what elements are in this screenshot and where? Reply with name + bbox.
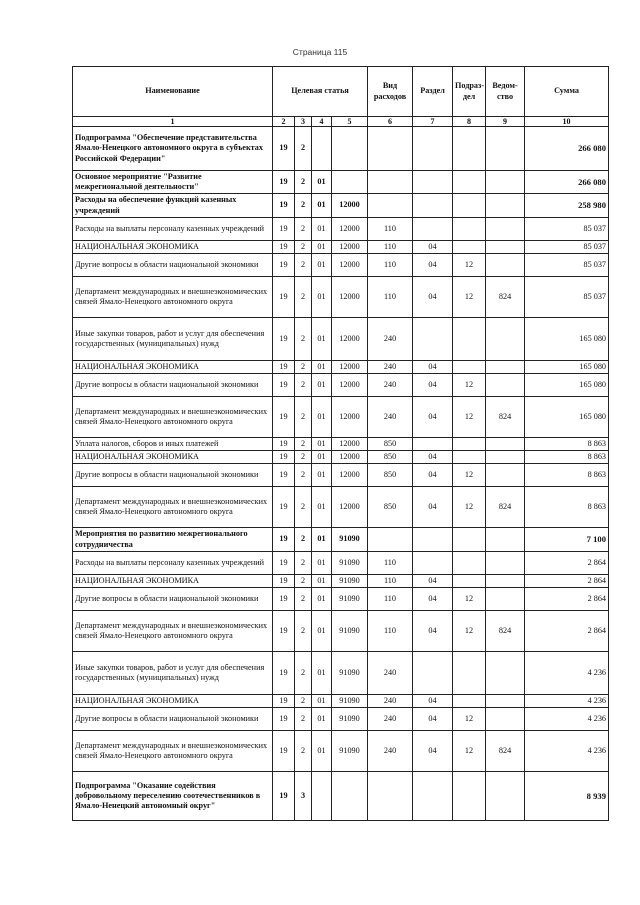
row-name: Другие вопросы в области национальной экономики xyxy=(73,708,273,731)
target-article-part-2: 2 xyxy=(295,464,312,487)
table-row xyxy=(73,374,609,397)
row-name: Департамент международных и внешнеэкономических связей Ямало-Ненецкого автономного округа xyxy=(73,487,273,528)
row-name: Подпрограмма "Оказание содействия добровольному переселению соотечественников в Ямало-Ненецкий автономный округ" xyxy=(73,772,273,821)
row-sum: 266 080 xyxy=(525,127,609,171)
row-name: НАЦИОНАЛЬНАЯ ЭКОНОМИКА xyxy=(73,451,273,464)
department-code xyxy=(486,528,525,552)
column-number: 5 xyxy=(332,117,368,127)
target-article-part-2: 2 xyxy=(295,374,312,397)
table-row xyxy=(73,611,609,652)
table-row xyxy=(73,487,609,528)
subsection-code: 12 xyxy=(453,588,486,611)
department-code xyxy=(486,374,525,397)
row-name: Другие вопросы в области национальной экономики xyxy=(73,254,273,277)
column-number: 3 xyxy=(295,117,312,127)
column-number: 10 xyxy=(525,117,609,127)
section-code: 04 xyxy=(413,277,453,318)
target-article-part-3: 01 xyxy=(312,588,332,611)
row-sum: 266 080 xyxy=(525,171,609,194)
target-article-part-1: 19 xyxy=(273,588,295,611)
target-article-part-1: 19 xyxy=(273,708,295,731)
table-row xyxy=(73,218,609,241)
subsection-code: 12 xyxy=(453,397,486,438)
row-name: НАЦИОНАЛЬНАЯ ЭКОНОМИКА xyxy=(73,575,273,588)
section-code xyxy=(413,772,453,821)
row-sum: 2 864 xyxy=(525,611,609,652)
table-row xyxy=(73,731,609,772)
table-row xyxy=(73,241,609,254)
column-number: 7 xyxy=(413,117,453,127)
target-article-part-2: 2 xyxy=(295,241,312,254)
column-number: 9 xyxy=(486,117,525,127)
row-sum: 4 236 xyxy=(525,652,609,695)
section-code: 04 xyxy=(413,731,453,772)
expense-type-code xyxy=(368,127,413,171)
row-name: НАЦИОНАЛЬНАЯ ЭКОНОМИКА xyxy=(73,241,273,254)
subsection-code xyxy=(453,528,486,552)
subsection-code xyxy=(453,451,486,464)
target-article-part-2: 2 xyxy=(295,171,312,194)
table-row xyxy=(73,397,609,438)
target-article-part-3: 01 xyxy=(312,277,332,318)
subsection-code xyxy=(453,361,486,374)
section-code xyxy=(413,552,453,575)
row-sum: 4 236 xyxy=(525,731,609,772)
target-article-part-1: 19 xyxy=(273,652,295,695)
section-code xyxy=(413,652,453,695)
target-article-part-2: 2 xyxy=(295,127,312,171)
table-row xyxy=(73,127,609,171)
department-code xyxy=(486,772,525,821)
target-article-part-3: 01 xyxy=(312,487,332,528)
expense-type-code: 110 xyxy=(368,218,413,241)
target-article-part-2: 3 xyxy=(295,772,312,821)
target-article-part-3: 01 xyxy=(312,397,332,438)
department-code xyxy=(486,218,525,241)
subsection-code: 12 xyxy=(453,487,486,528)
row-sum: 85 037 xyxy=(525,277,609,318)
table-row xyxy=(73,464,609,487)
row-name: Департамент международных и внешнеэкономических связей Ямало-Ненецкого автономного округа xyxy=(73,277,273,318)
target-article-part-3: 01 xyxy=(312,552,332,575)
row-sum: 165 080 xyxy=(525,397,609,438)
target-article-part-3: 01 xyxy=(312,652,332,695)
subsection-code xyxy=(453,127,486,171)
expense-type-code: 110 xyxy=(368,588,413,611)
target-article-part-2: 2 xyxy=(295,575,312,588)
target-article-part-3: 01 xyxy=(312,361,332,374)
header-sum: Сумма xyxy=(525,67,609,117)
department-code xyxy=(486,171,525,194)
target-article-code: 12000 xyxy=(332,254,368,277)
row-name: Подпрограмма "Обеспечение представительства Ямало-Ненецкого автономного округа в субъектах Российской Федерации" xyxy=(73,127,273,171)
row-name: Основное мероприятие "Развитие межрегиональной деятельности" xyxy=(73,171,273,194)
table-row xyxy=(73,254,609,277)
target-article-part-3: 01 xyxy=(312,254,332,277)
expense-type-code: 240 xyxy=(368,695,413,708)
target-article-code: 91090 xyxy=(332,652,368,695)
subsection-code: 12 xyxy=(453,731,486,772)
target-article-part-1: 19 xyxy=(273,127,295,171)
section-code: 04 xyxy=(413,361,453,374)
target-article-part-1: 19 xyxy=(273,318,295,361)
row-sum: 2 864 xyxy=(525,588,609,611)
row-sum: 85 037 xyxy=(525,254,609,277)
target-article-code: 12000 xyxy=(332,277,368,318)
row-sum: 85 037 xyxy=(525,218,609,241)
table-body xyxy=(73,127,609,821)
target-article-part-1: 19 xyxy=(273,194,295,218)
target-article-part-3: 01 xyxy=(312,611,332,652)
row-sum: 4 236 xyxy=(525,708,609,731)
subsection-code xyxy=(453,772,486,821)
target-article-part-1: 19 xyxy=(273,397,295,438)
target-article-part-2: 2 xyxy=(295,318,312,361)
section-code xyxy=(413,194,453,218)
header-subsection: Подраз-дел xyxy=(453,67,486,117)
target-article-part-2: 2 xyxy=(295,611,312,652)
header-department: Ведом-ство xyxy=(486,67,525,117)
table-row xyxy=(73,575,609,588)
expense-type-code: 110 xyxy=(368,241,413,254)
target-article-part-1: 19 xyxy=(273,218,295,241)
table-row xyxy=(73,708,609,731)
target-article-code: 12000 xyxy=(332,361,368,374)
target-article-code: 91090 xyxy=(332,708,368,731)
target-article-part-1: 19 xyxy=(273,374,295,397)
table-row xyxy=(73,695,609,708)
table-row xyxy=(73,552,609,575)
target-article-part-2: 2 xyxy=(295,652,312,695)
expense-type-code: 240 xyxy=(368,361,413,374)
department-code: 824 xyxy=(486,611,525,652)
subsection-code xyxy=(453,194,486,218)
table-row xyxy=(73,652,609,695)
section-code: 04 xyxy=(413,708,453,731)
column-number: 1 xyxy=(73,117,273,127)
expense-type-code: 240 xyxy=(368,374,413,397)
target-article-part-1: 19 xyxy=(273,254,295,277)
row-name: Департамент международных и внешнеэкономических связей Ямало-Ненецкого автономного округа xyxy=(73,731,273,772)
target-article-part-1: 19 xyxy=(273,731,295,772)
header-section: Раздел xyxy=(413,67,453,117)
target-article-code: 12000 xyxy=(332,464,368,487)
target-article-part-3: 01 xyxy=(312,194,332,218)
row-name: Иные закупки товаров, работ и услуг для обеспечения государственных (муниципальных) нужд xyxy=(73,652,273,695)
column-number: 2 xyxy=(273,117,295,127)
target-article-part-2: 2 xyxy=(295,708,312,731)
department-code xyxy=(486,464,525,487)
header-expense-type: Вид расходов xyxy=(368,67,413,117)
target-article-part-3: 01 xyxy=(312,731,332,772)
section-code: 04 xyxy=(413,241,453,254)
section-code: 04 xyxy=(413,254,453,277)
row-name: Другие вопросы в области национальной экономики xyxy=(73,588,273,611)
department-code xyxy=(486,588,525,611)
section-code: 04 xyxy=(413,611,453,652)
subsection-code xyxy=(453,318,486,361)
row-sum: 165 080 xyxy=(525,374,609,397)
target-article-part-1: 19 xyxy=(273,611,295,652)
target-article-part-2: 2 xyxy=(295,194,312,218)
department-code xyxy=(486,451,525,464)
department-code xyxy=(486,127,525,171)
table-row xyxy=(73,451,609,464)
target-article-code: 91090 xyxy=(332,528,368,552)
section-code xyxy=(413,171,453,194)
table-row xyxy=(73,361,609,374)
row-sum: 2 864 xyxy=(525,575,609,588)
budget-table xyxy=(72,66,609,821)
subsection-code xyxy=(453,171,486,194)
target-article-code: 12000 xyxy=(332,374,368,397)
section-code: 04 xyxy=(413,451,453,464)
expense-type-code: 850 xyxy=(368,438,413,451)
target-article-part-1: 19 xyxy=(273,171,295,194)
row-sum: 8 863 xyxy=(525,438,609,451)
department-code xyxy=(486,552,525,575)
target-article-part-3 xyxy=(312,772,332,821)
section-code: 04 xyxy=(413,464,453,487)
target-article-part-2: 2 xyxy=(295,438,312,451)
department-code: 824 xyxy=(486,487,525,528)
subsection-code: 12 xyxy=(453,708,486,731)
target-article-part-2: 2 xyxy=(295,277,312,318)
target-article-part-3: 01 xyxy=(312,218,332,241)
target-article-code: 12000 xyxy=(332,318,368,361)
target-article-part-3: 01 xyxy=(312,528,332,552)
target-article-part-3: 01 xyxy=(312,708,332,731)
row-name: Расходы на выплаты персоналу казенных учреждений xyxy=(73,218,273,241)
row-sum: 258 980 xyxy=(525,194,609,218)
target-article-part-2: 2 xyxy=(295,588,312,611)
target-article-part-2: 2 xyxy=(295,451,312,464)
department-code xyxy=(486,652,525,695)
row-sum: 7 100 xyxy=(525,528,609,552)
expense-type-code: 240 xyxy=(368,708,413,731)
target-article-part-2: 2 xyxy=(295,487,312,528)
section-code: 04 xyxy=(413,397,453,438)
row-sum: 165 080 xyxy=(525,361,609,374)
subsection-code: 12 xyxy=(453,254,486,277)
row-sum: 4 236 xyxy=(525,695,609,708)
table-header-row xyxy=(73,67,609,117)
target-article-part-3: 01 xyxy=(312,451,332,464)
subsection-code xyxy=(453,695,486,708)
target-article-code: 91090 xyxy=(332,731,368,772)
subsection-code xyxy=(453,241,486,254)
row-name: Расходы на обеспечение функций казенных учреждений xyxy=(73,194,273,218)
department-code xyxy=(486,708,525,731)
target-article-part-1: 19 xyxy=(273,438,295,451)
target-article-part-2: 2 xyxy=(295,731,312,772)
section-code: 04 xyxy=(413,374,453,397)
target-article-part-1: 19 xyxy=(273,451,295,464)
expense-type-code: 110 xyxy=(368,552,413,575)
expense-type-code xyxy=(368,528,413,552)
row-sum: 8 939 xyxy=(525,772,609,821)
department-code xyxy=(486,438,525,451)
department-code: 824 xyxy=(486,731,525,772)
subsection-code: 12 xyxy=(453,277,486,318)
target-article-code: 12000 xyxy=(332,218,368,241)
target-article-part-3: 01 xyxy=(312,695,332,708)
table-row xyxy=(73,171,609,194)
target-article-part-3: 01 xyxy=(312,241,332,254)
row-name: Департамент международных и внешнеэкономических связей Ямало-Ненецкого автономного округа xyxy=(73,611,273,652)
row-name: НАЦИОНАЛЬНАЯ ЭКОНОМИКА xyxy=(73,695,273,708)
target-article-code: 91090 xyxy=(332,611,368,652)
target-article-code: 12000 xyxy=(332,241,368,254)
row-sum: 8 863 xyxy=(525,464,609,487)
table-row xyxy=(73,194,609,218)
expense-type-code: 850 xyxy=(368,464,413,487)
target-article-part-1: 19 xyxy=(273,528,295,552)
subsection-code: 12 xyxy=(453,374,486,397)
target-article-code: 12000 xyxy=(332,194,368,218)
department-code: 824 xyxy=(486,397,525,438)
target-article-part-1: 19 xyxy=(273,241,295,254)
target-article-code: 12000 xyxy=(332,487,368,528)
target-article-part-2: 2 xyxy=(295,528,312,552)
row-name: Другие вопросы в области национальной экономики xyxy=(73,464,273,487)
row-sum: 8 863 xyxy=(525,451,609,464)
row-name: Иные закупки товаров, работ и услуг для обеспечения государственных (муниципальных) нужд xyxy=(73,318,273,361)
target-article-part-1: 19 xyxy=(273,487,295,528)
subsection-code xyxy=(453,218,486,241)
section-code: 04 xyxy=(413,695,453,708)
table-row xyxy=(73,277,609,318)
target-article-part-1: 19 xyxy=(273,277,295,318)
section-code: 04 xyxy=(413,487,453,528)
subsection-code xyxy=(453,552,486,575)
department-code xyxy=(486,575,525,588)
target-article-part-3 xyxy=(312,127,332,171)
column-number-row xyxy=(73,117,609,127)
row-name: НАЦИОНАЛЬНАЯ ЭКОНОМИКА xyxy=(73,361,273,374)
expense-type-code: 110 xyxy=(368,575,413,588)
row-sum: 85 037 xyxy=(525,241,609,254)
expense-type-code: 110 xyxy=(368,254,413,277)
target-article-code xyxy=(332,127,368,171)
header-target-article: Целевая статья xyxy=(273,67,368,117)
row-name: Департамент международных и внешнеэкономических связей Ямало-Ненецкого автономного округа xyxy=(73,397,273,438)
table-row xyxy=(73,528,609,552)
target-article-part-3: 01 xyxy=(312,318,332,361)
section-code: 04 xyxy=(413,575,453,588)
target-article-part-3: 01 xyxy=(312,171,332,194)
target-article-part-3: 01 xyxy=(312,438,332,451)
expense-type-code: 850 xyxy=(368,487,413,528)
column-number: 6 xyxy=(368,117,413,127)
section-code xyxy=(413,127,453,171)
department-code xyxy=(486,254,525,277)
expense-type-code xyxy=(368,194,413,218)
target-article-part-3: 01 xyxy=(312,464,332,487)
target-article-part-2: 2 xyxy=(295,695,312,708)
header-name: Наименование xyxy=(73,67,273,117)
target-article-code: 91090 xyxy=(332,695,368,708)
section-code xyxy=(413,438,453,451)
table-row xyxy=(73,438,609,451)
expense-type-code xyxy=(368,171,413,194)
target-article-part-1: 19 xyxy=(273,361,295,374)
subsection-code: 12 xyxy=(453,464,486,487)
target-article-part-1: 19 xyxy=(273,772,295,821)
target-article-part-3: 01 xyxy=(312,374,332,397)
target-article-part-2: 2 xyxy=(295,397,312,438)
row-sum: 2 864 xyxy=(525,552,609,575)
department-code xyxy=(486,361,525,374)
table-row xyxy=(73,772,609,821)
table-row xyxy=(73,588,609,611)
row-sum: 8 863 xyxy=(525,487,609,528)
expense-type-code: 110 xyxy=(368,277,413,318)
section-code: 04 xyxy=(413,588,453,611)
target-article-code: 12000 xyxy=(332,451,368,464)
expense-type-code: 850 xyxy=(368,451,413,464)
department-code xyxy=(486,695,525,708)
row-sum: 165 080 xyxy=(525,318,609,361)
target-article-part-2: 2 xyxy=(295,254,312,277)
target-article-code: 12000 xyxy=(332,438,368,451)
subsection-code xyxy=(453,652,486,695)
target-article-part-2: 2 xyxy=(295,218,312,241)
target-article-code: 91090 xyxy=(332,575,368,588)
department-code xyxy=(486,318,525,361)
column-number: 4 xyxy=(312,117,332,127)
section-code xyxy=(413,318,453,361)
expense-type-code: 240 xyxy=(368,397,413,438)
target-article-code: 91090 xyxy=(332,588,368,611)
target-article-part-1: 19 xyxy=(273,552,295,575)
target-article-code: 12000 xyxy=(332,397,368,438)
department-code: 824 xyxy=(486,277,525,318)
subsection-code xyxy=(453,438,486,451)
page-number-label: Страница 115 xyxy=(292,47,348,57)
row-name: Мероприятия по развитию межрегионального сотрудничества xyxy=(73,528,273,552)
target-article-part-3: 01 xyxy=(312,575,332,588)
expense-type-code: 110 xyxy=(368,611,413,652)
target-article-code xyxy=(332,171,368,194)
target-article-part-1: 19 xyxy=(273,575,295,588)
target-article-part-2: 2 xyxy=(295,552,312,575)
target-article-part-1: 19 xyxy=(273,695,295,708)
target-article-part-1: 19 xyxy=(273,464,295,487)
department-code xyxy=(486,194,525,218)
row-name: Уплата налогов, сборов и иных платежей xyxy=(73,438,273,451)
row-name: Другие вопросы в области национальной экономики xyxy=(73,374,273,397)
expense-type-code: 240 xyxy=(368,652,413,695)
section-code xyxy=(413,218,453,241)
expense-type-code: 240 xyxy=(368,318,413,361)
target-article-code xyxy=(332,772,368,821)
row-name: Расходы на выплаты персоналу казенных учреждений xyxy=(73,552,273,575)
expense-type-code: 240 xyxy=(368,731,413,772)
department-code xyxy=(486,241,525,254)
table-row xyxy=(73,318,609,361)
expense-type-code xyxy=(368,772,413,821)
subsection-code: 12 xyxy=(453,611,486,652)
section-code xyxy=(413,528,453,552)
column-number: 8 xyxy=(453,117,486,127)
target-article-part-2: 2 xyxy=(295,361,312,374)
subsection-code xyxy=(453,575,486,588)
target-article-code: 91090 xyxy=(332,552,368,575)
